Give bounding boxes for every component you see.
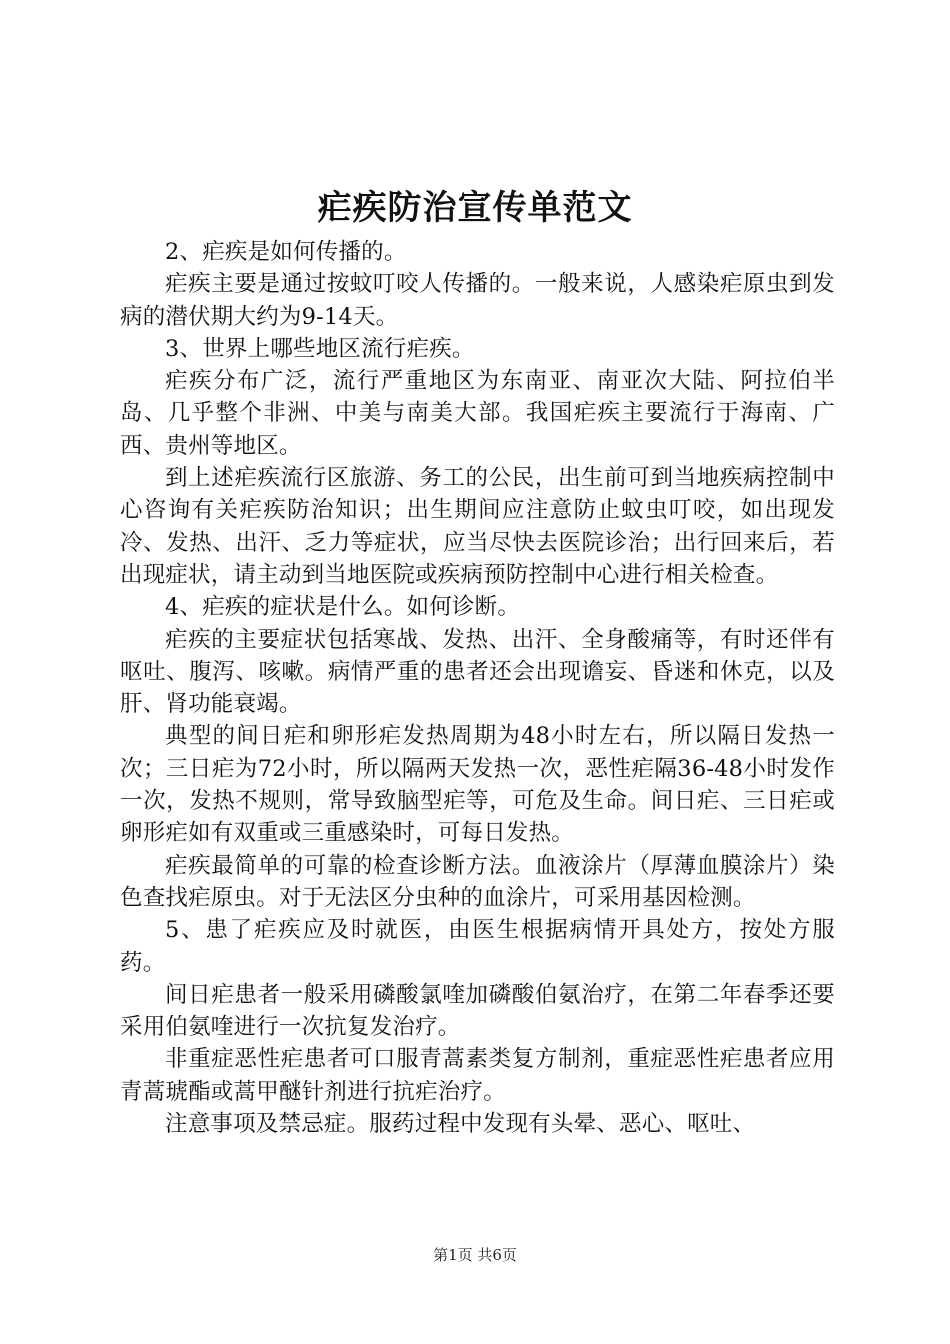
paragraph: 2、疟疾是如何传播的。: [165, 239, 407, 265]
paragraph: 3、世界上哪些地区流行疟疾。: [165, 335, 475, 362]
paragraph: 疟疾分布广泛，流行严重地区为东南亚、南亚次大陆、阿拉伯半岛、几乎整个非洲、中美与南美大部。我国疟疾主要流行于海南、广西、贵州等地区。: [120, 368, 835, 459]
document-body: [120, 236, 835, 1140]
paragraph: 注意事项及禁忌症。服药过程中发现有头晕、恶心、呕吐、: [165, 1111, 756, 1138]
paragraph: 疟疾主要是通过按蚊叮咬人传播的。一般来说，人感染疟原虫到发病的潜伏期大约为9-14天。: [120, 271, 835, 330]
paragraph: 到上述疟疾流行区旅游、务工的公民，出生前可到当地疾病控制中心咨询有关疟疾防治知识；出生期间应注意防止蚊虫叮咬，如出现发冷、发热、出汗、乏力等症状，应当尽快去医院诊治；出行回来后，若出现症状，请主动到当地医院或疾病预防控制中心进行相关检查。: [120, 465, 835, 588]
paragraph: 4、疟疾的症状是什么。如何诊断。: [165, 594, 521, 621]
document-title: 疟疾防治宣传单范文: [317, 188, 633, 228]
page-number: 第1页 共6页: [433, 1246, 517, 1264]
paragraph: 非重症恶性疟患者可口服青蒿素类复方制剂，重症恶性疟患者应用青蒿琥酯或蒿甲醚针剂进行抗疟治疗。: [120, 1046, 835, 1105]
paragraph: 典型的间日疟和卵形疟发热周期为48小时左右，所以隔日发热一次；三日疟为72小时，所以隔两天发热一次，恶性疟隔36-48小时发作一次，发热不规则，常导致脑型疟等，可危及生命。间日疟、三日疟或卵形疟如有双重或三重感染时，可每日发热。: [120, 723, 835, 847]
paragraph: 疟疾最简单的可靠的检查诊断方法。血液涂片（厚薄血膜涂片）染色查找疟原虫。对于无法区分虫种的血涂片，可采用基因检测。: [120, 852, 835, 911]
paragraph: 疟疾的主要症状包括寒战、发热、出汗、全身酸痛等，有时还伴有呕吐、腹泻、咳嗽。病情严重的患者还会出现谵妄、昏迷和休克，以及肝、肾功能衰竭。: [120, 626, 835, 718]
paragraph: 5、患了疟疾应及时就医，由医生根据病情开具处方，按处方服药。: [120, 917, 835, 976]
paragraph: 间日疟患者一般采用磷酸氯喹加磷酸伯氨治疗，在第二年春季还要采用伯氨喹进行一次抗复发治疗。: [120, 981, 835, 1041]
